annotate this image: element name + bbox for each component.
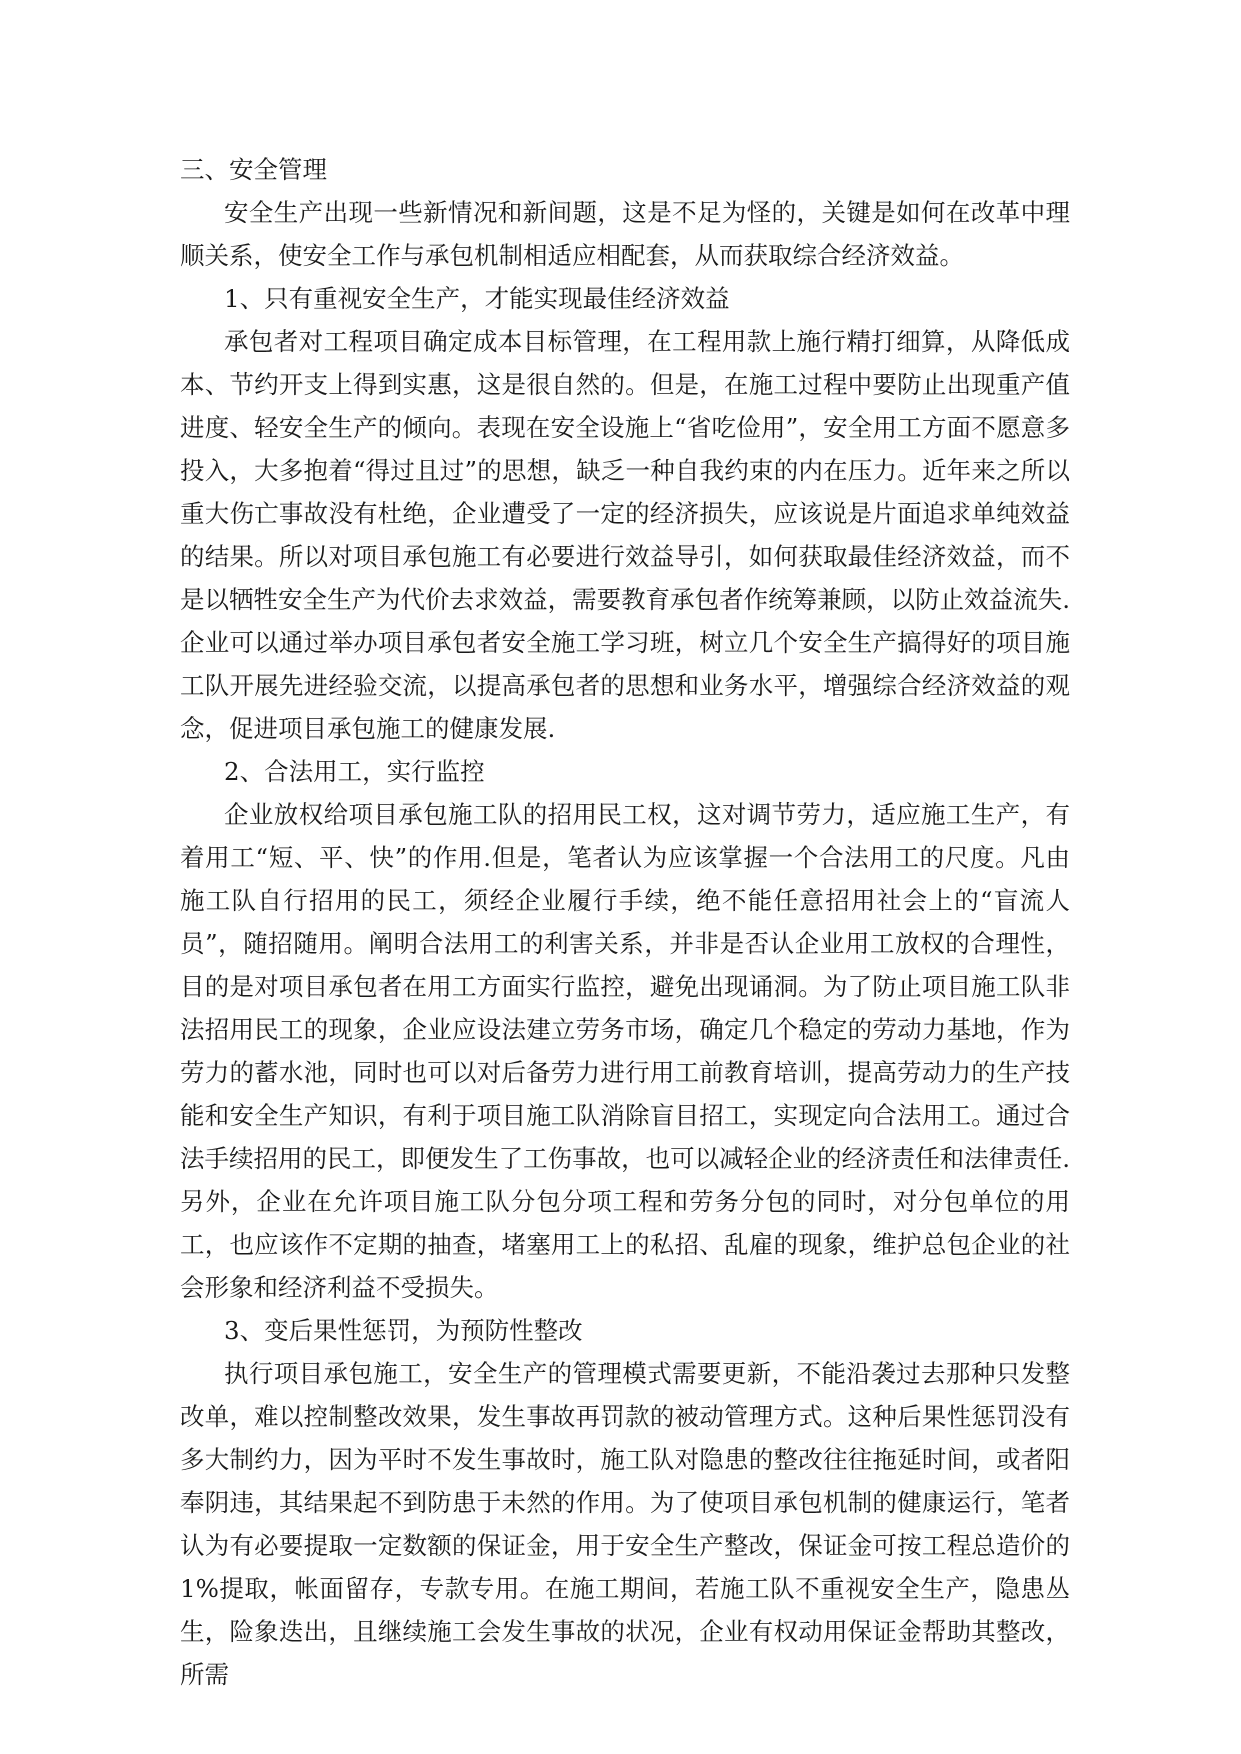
subsection-1-heading: 1、只有重视安全生产，才能实现最佳经济效益 bbox=[224, 284, 730, 313]
subsection-2-paragraph: 企业放权给项目承包施工队的招用民工权，这对调节劳力，适应施工生产，有着用工“短、平、快”的作用.但是，笔者认为应该掌握一个合法用工的尺度。凡由施工队自行招用的民工，须经企业履行手续，绝不能任意招用社会上的“盲流人员”，随招随用。阐明合法用工的利害关系，并非是否认企业用工放权的合理性，目的是对项目承包者在用工方面实行监控，避免出现诵洞。为了防止项目施工队非法招用民工的现象，企业应设法建立劳务市场，确定几个稳定的劳动力基地，作为劳力的蓄水池，同时也可以对后备劳力进行用工前教育培训，提高劳动力的生产技能和安全生产知识，有利于项目施工队消除盲目招工，实现定向合法用工。通过合法手续招用的民工，即便发生了工伤事故，也可以减轻企业的经济责任和法律责任.另外，企业在允许项目施工队分包分项工程和劳务分包的同时，对分包单位的用工，也应该作不定期的抽查，堵塞用工上的私招、乱雇的现象，维护总包企业的社会形象和经济利益不受损失。 bbox=[180, 800, 1070, 1302]
section-heading: 三、安全管理 bbox=[180, 155, 327, 184]
document-body bbox=[180, 148, 1070, 1696]
intro-paragraph: 安全生产出现一些新情况和新间题，这是不足为怪的，关键是如何在改革中理顺关系，使安全工作与承包机制相适应相配套，从而获取综合经济效益。 bbox=[180, 198, 1070, 270]
subsection-1-paragraph: 承包者对工程项目确定成本目标管理，在工程用款上施行精打细算，从降低成本、节约开支上得到实惠，这是很自然的。但是，在施工过程中要防止出现重产值进度、轻安全生产的倾向。表现在安全设施上“省吃俭用”，安全用工方面不愿意多投入，大多抱着“得过且过”的思想，缺乏一种自我约束的内在压力。近年来之所以重大伤亡事故没有杜绝，企业遭受了一定的经济损失，应该说是片面追求单纯效益的结果。所以对项目承包施工有必要进行效益导引，如何获取最佳经济效益，而不是以牺牲安全生产为代价去求效益，需要教育承包者作统筹兼顾，以防止效益流失.企业可以通过举办项目承包者安全施工学习班，树立几个安全生产搞得好的项目施工队开展先进经验交流，以提高承包者的思想和业务水平，增强综合经济效益的观念，促进项目承包施工的健康发展. bbox=[180, 327, 1070, 743]
subsection-2-heading: 2、合法用工，实行监控 bbox=[224, 757, 485, 786]
subsection-3-heading: 3、变后果性惩罚，为预防性整改 bbox=[224, 1316, 583, 1345]
subsection-3-paragraph: 执行项目承包施工，安全生产的管理模式需要更新，不能沿袭过去那种只发整改单，难以控制整改效果，发生事故再罚款的被动管理方式。这种后果性惩罚没有多大制约力，因为平时不发生事故时，施工队对隐患的整改往往拖延时间，或者阳奉阴违，其结果起不到防患于未然的作用。为了使项目承包机制的健康运行，笔者认为有必要提取一定数额的保证金，用于安全生产整改，保证金可按工程总造价的1%提取，帐面留存，专款专用。在施工期间，若施工队不重视安全生产，隐患丛生，险象迭出，且继续施工会发生事故的状况，企业有权动用保证金帮助其整改，所需 bbox=[180, 1359, 1070, 1689]
